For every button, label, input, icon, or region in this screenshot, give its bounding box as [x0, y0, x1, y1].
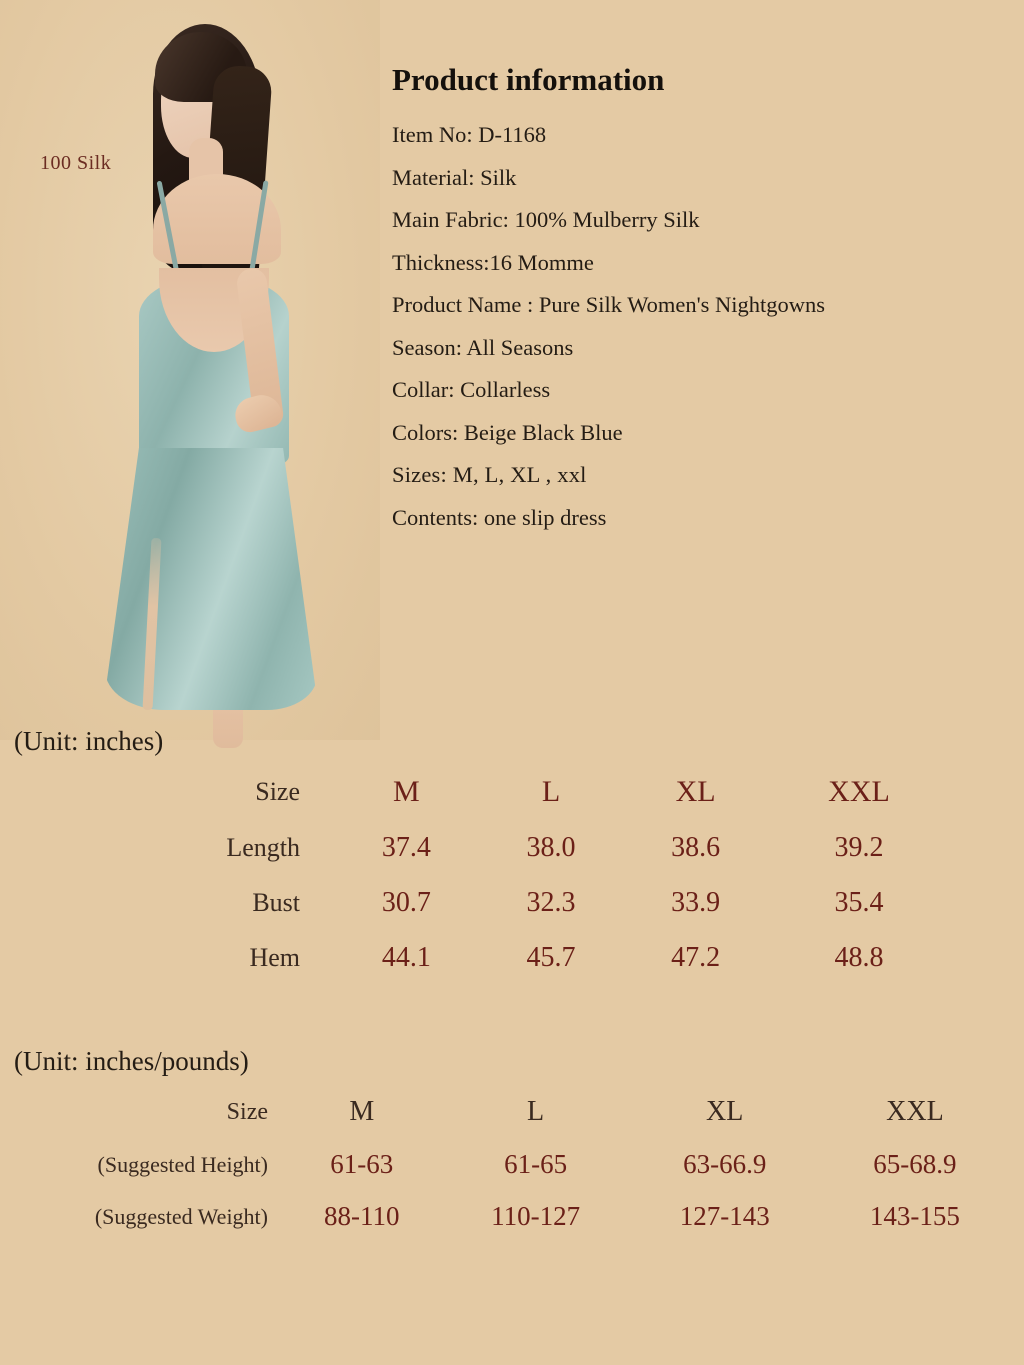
- size-cell-hem-m: 44.1: [381, 942, 431, 973]
- dress-skirt: [105, 448, 317, 710]
- info-colors: Colors: Beige Black Blue: [392, 419, 623, 445]
- table-row: [0, 1139, 1010, 1191]
- fit-row-label-height: (Suggested Height): [97, 1151, 268, 1177]
- info-season: Season: All Seasons: [392, 334, 574, 360]
- model-figure: [95, 18, 325, 728]
- info-main-fabric: Main Fabric: 100% Mulberry Silk: [392, 207, 700, 232]
- info-material: Material: Silk: [392, 164, 517, 190]
- size-table-col-xxl: XXL: [828, 775, 890, 808]
- fit-table-col-xl: XL: [706, 1096, 744, 1127]
- size-table-col-m: M: [392, 775, 420, 808]
- fit-recommendation-table: [0, 1086, 1010, 1243]
- page-title: Product information: [392, 62, 665, 97]
- size-cell-bust-xxl: 35.4: [834, 887, 884, 918]
- table-row: [150, 821, 950, 876]
- fit-table-col-m: M: [349, 1096, 375, 1127]
- unit-label-inches-pounds: (Unit: inches/pounds): [14, 1046, 249, 1076]
- size-cell-bust-xl: 33.9: [671, 887, 721, 918]
- size-measurement-table: [150, 764, 950, 986]
- fit-cell-weight-m: 88-110: [324, 1201, 400, 1231]
- table-row: [150, 764, 950, 821]
- fit-table-col-l: L: [527, 1096, 545, 1127]
- size-row-label-length: Length: [226, 833, 300, 862]
- size-cell-hem-xxl: 48.8: [834, 942, 884, 973]
- fit-row-label-weight: (Suggested Weight): [94, 1203, 268, 1229]
- size-cell-bust-m: 30.7: [381, 887, 431, 918]
- fit-table-col-size: Size: [226, 1098, 268, 1125]
- size-row-label-bust: Bust: [252, 888, 300, 917]
- fit-cell-height-xl: 63-66.9: [683, 1149, 767, 1179]
- table-row: [0, 1086, 1010, 1139]
- fit-cell-weight-l: 110-127: [491, 1201, 581, 1231]
- table-row: [0, 1191, 1010, 1243]
- size-table-col-l: L: [541, 775, 561, 808]
- unit-label-inches: (Unit: inches): [14, 726, 164, 756]
- size-cell-bust-l: 32.3: [526, 887, 576, 918]
- fit-cell-weight-xl: 127-143: [679, 1201, 770, 1231]
- size-cell-length-m: 37.4: [381, 832, 431, 863]
- fit-table-col-xxl: XXL: [886, 1096, 944, 1127]
- fit-cell-height-l: 61-65: [504, 1149, 568, 1179]
- info-thickness: Thickness:16 Momme: [392, 249, 594, 275]
- size-table-col-xl: XL: [675, 775, 716, 808]
- product-photo: [0, 0, 380, 740]
- info-item-no: Item No: D-1168: [392, 122, 547, 147]
- table-row: [150, 876, 950, 931]
- info-product-name: Product Name : Pure Silk Women's Nightgowns: [392, 292, 826, 317]
- fit-cell-weight-xxl: 143-155: [869, 1201, 960, 1231]
- info-collar: Collar: Collarless: [392, 377, 551, 402]
- table-row: [150, 931, 950, 986]
- fit-cell-height-xxl: 65-68.9: [873, 1149, 957, 1179]
- size-cell-length-l: 38.0: [526, 832, 576, 863]
- silk-badge: 100 Silk: [40, 152, 112, 174]
- size-table-col-size: Size: [255, 777, 300, 806]
- size-cell-hem-l: 45.7: [526, 942, 576, 973]
- size-cell-length-xxl: 39.2: [834, 832, 884, 863]
- product-information-block: [392, 62, 1008, 549]
- fit-cell-height-m: 61-63: [330, 1149, 394, 1179]
- size-cell-hem-xl: 47.2: [671, 942, 721, 973]
- size-row-label-hem: Hem: [249, 943, 300, 972]
- size-cell-length-xl: 38.6: [671, 832, 721, 863]
- info-contents: Contents: one slip dress: [392, 504, 607, 530]
- info-sizes: Sizes: M, L, XL , xxl: [392, 462, 587, 487]
